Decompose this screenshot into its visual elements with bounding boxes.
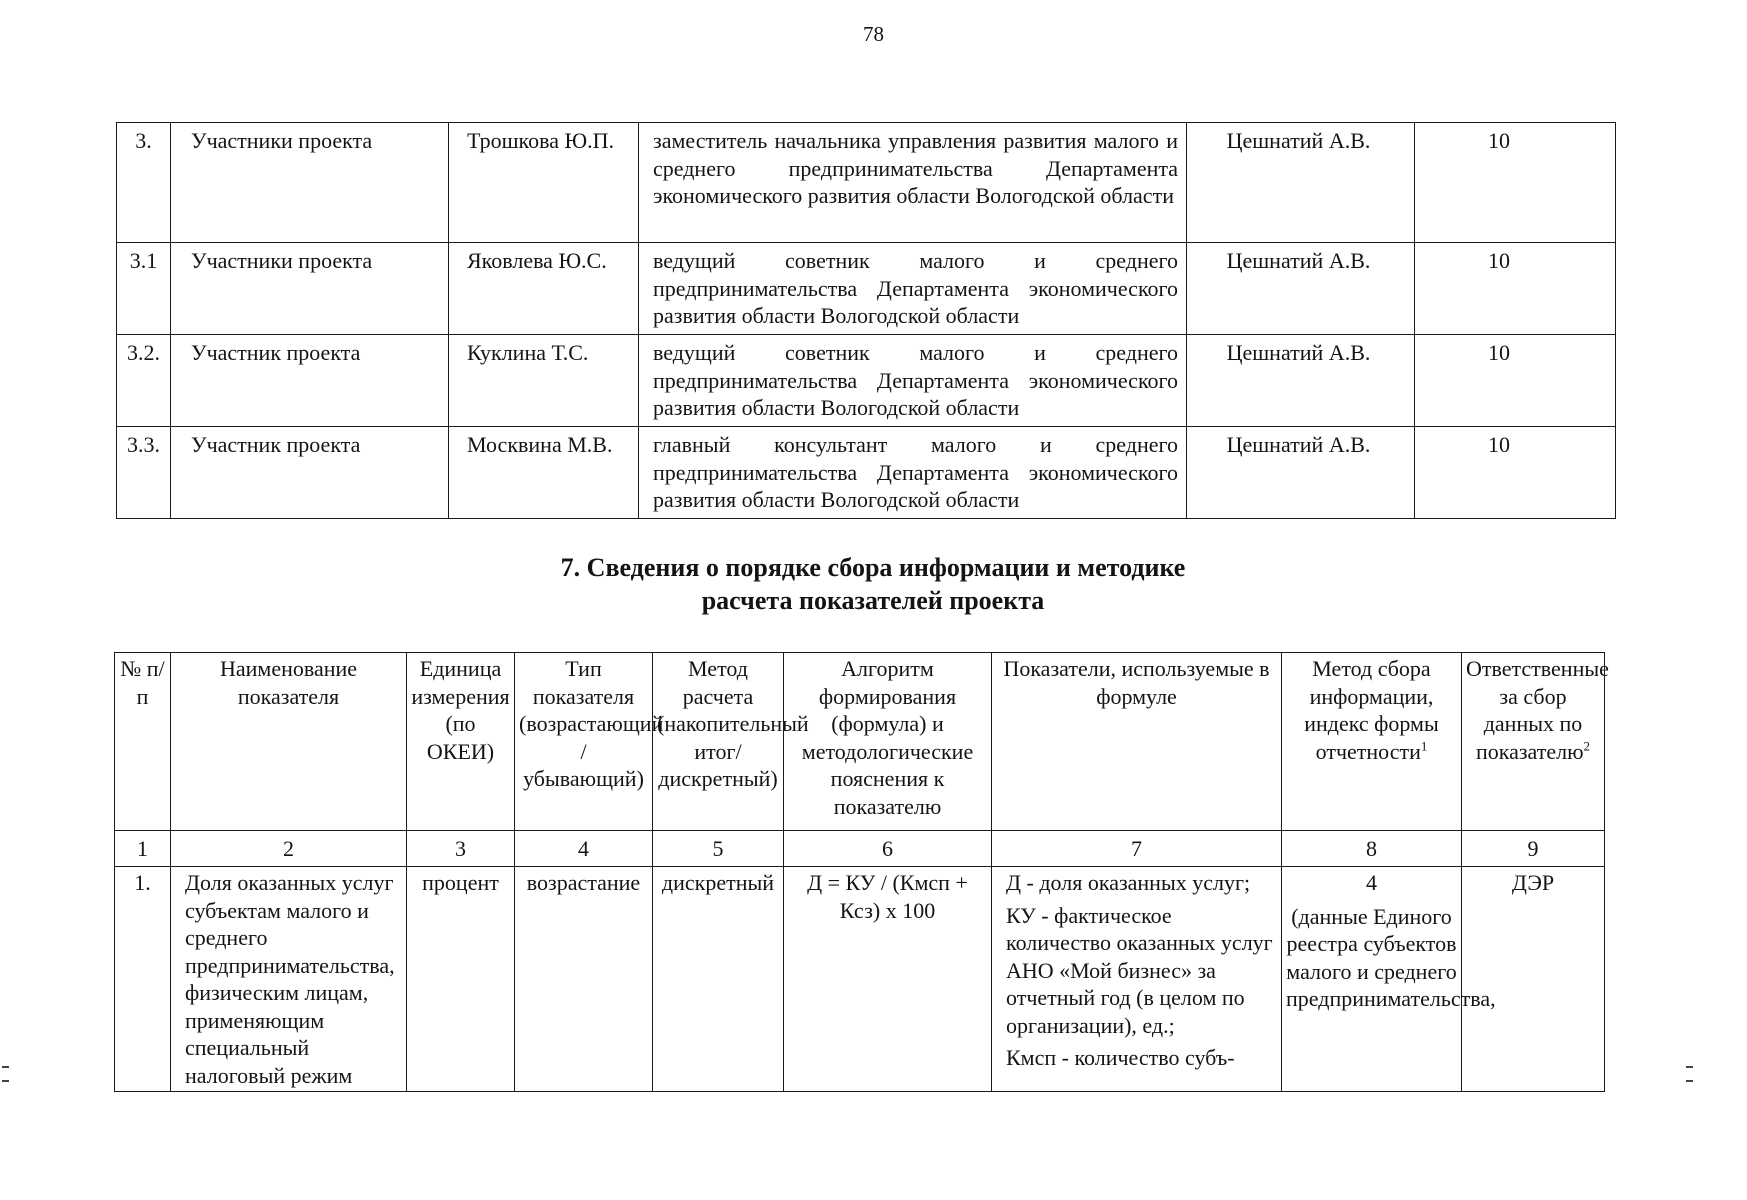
indicator-number: 1.	[115, 867, 171, 1092]
row-number: 3.3.	[117, 427, 171, 519]
project-role: Участники проекта	[171, 243, 449, 335]
team-row	[117, 427, 1616, 519]
project-role: Участники проекта	[171, 123, 449, 243]
person-name: Трошкова Ю.П.	[449, 123, 639, 243]
column-number: 9	[1462, 831, 1605, 867]
row-number: 3.	[117, 123, 171, 243]
indicators-methodology-table	[114, 652, 1609, 1092]
scan-margin-mark	[1686, 1066, 1693, 1068]
involvement-percent: 10	[1415, 123, 1616, 243]
table-header-row	[115, 653, 1605, 831]
header-formula-variables: Показатели, используемые в формуле	[992, 653, 1282, 831]
header-indicator-type: Тип показателя (возрастающий / убывающий)	[515, 653, 653, 831]
involvement-percent: 10	[1415, 427, 1616, 519]
footnote-marker: 1	[1420, 738, 1428, 754]
scan-margin-mark	[1686, 1080, 1693, 1082]
indicator-row	[115, 867, 1605, 1092]
section-title	[440, 551, 1306, 617]
column-number: 5	[653, 831, 784, 867]
project-role: Участник проекта	[171, 335, 449, 427]
page-number: 78	[863, 22, 884, 46]
header-algorithm: Алгоритм формирования (формула) и методологические пояснения к показателю	[784, 653, 992, 831]
row-number: 3.2.	[117, 335, 171, 427]
person-position: заместитель начальника управления развития малого и среднего предпринимательства Департамента экономического развития области Вологодской области	[639, 123, 1187, 243]
formula-variable: Д - доля оказанных услуг;	[1006, 870, 1251, 895]
column-number: 7	[992, 831, 1282, 867]
supervisor-name: Цешнатий А.В.	[1187, 427, 1415, 519]
team-row	[117, 243, 1616, 335]
header-unit: Единица измерения (по ОКЕИ)	[407, 653, 515, 831]
person-name: Яковлева Ю.С.	[449, 243, 639, 335]
responsible-unit: ДЭР	[1462, 867, 1605, 1092]
indicator-type: возрастание	[515, 867, 653, 1092]
header-number: № п/п	[115, 653, 171, 831]
involvement-percent: 10	[1415, 243, 1616, 335]
row-number: 3.1	[117, 243, 171, 335]
supervisor-name: Цешнатий А.В.	[1187, 243, 1415, 335]
team-row	[117, 335, 1616, 427]
column-number: 6	[784, 831, 992, 867]
involvement-percent: 10	[1415, 335, 1616, 427]
project-team-table	[116, 122, 1616, 519]
column-number: 2	[171, 831, 407, 867]
indicator-name: Доля оказанных услуг субъектам малого и среднего предпринимательства, физическим лицам, применяющим специальный налоговый режим	[171, 867, 407, 1092]
collection-source: (данные Единого реестра субъектов малого и среднего предпринимательства,	[1286, 903, 1496, 1011]
column-number: 1	[115, 831, 171, 867]
scan-margin-mark	[2, 1066, 9, 1068]
supervisor-name: Цешнатий А.В.	[1187, 123, 1415, 243]
formula-variable: Кмсп - количество субъ-	[1006, 1045, 1235, 1070]
indicator-unit: процент	[407, 867, 515, 1092]
header-responsible	[1462, 653, 1609, 831]
formula-variable: КУ - фактическое количество оказанных услуг АНО «Мой бизнес» за отчетный год (в целом по организации), ед.;	[1006, 902, 1273, 1038]
project-role: Участник проекта	[171, 427, 449, 519]
section-title-line-1: 7. Сведения о порядке сбора информации и методике	[560, 553, 1186, 582]
supervisor-name: Цешнатий А.В.	[1187, 335, 1415, 427]
column-numbers-row	[115, 831, 1605, 867]
indicator-method: дискретный	[653, 867, 784, 1092]
column-number: 4	[515, 831, 653, 867]
section-title-line-2: расчета показателей проекта	[701, 586, 1045, 615]
header-indicator-name: Наименование показателя	[171, 653, 407, 831]
formula-variables	[992, 867, 1282, 1092]
header-collection-method	[1282, 653, 1462, 831]
team-row	[117, 123, 1616, 243]
collection-form-index: 4	[1366, 870, 1377, 895]
header-responsible-text: Ответственные за сбор данных по показателю	[1466, 656, 1609, 764]
footnote-marker: 2	[1583, 738, 1591, 754]
person-position: главный консультант малого и среднего предпринимательства Департамента экономического развития области Вологодской области	[639, 427, 1187, 519]
collection-method	[1282, 867, 1496, 1092]
scan-margin-mark	[2, 1080, 9, 1082]
person-name: Москвина М.В.	[449, 427, 639, 519]
person-position: ведущий советник малого и среднего предпринимательства Департамента экономического развития области Вологодской области	[639, 335, 1187, 427]
column-number: 3	[407, 831, 515, 867]
header-calculation-method: Метод расчета (накопительный итог/дискретный)	[653, 653, 784, 831]
indicator-formula: Д = КУ / (Кмсп + Ксз) х 100	[784, 867, 992, 1092]
header-collection-method-text: Метод сбора информации, индекс формы отчетности	[1304, 656, 1439, 764]
person-position: ведущий советник малого и среднего предпринимательства Департамента экономического развития области Вологодской области	[639, 243, 1187, 335]
column-number: 8	[1282, 831, 1462, 867]
person-name: Куклина Т.С.	[449, 335, 639, 427]
